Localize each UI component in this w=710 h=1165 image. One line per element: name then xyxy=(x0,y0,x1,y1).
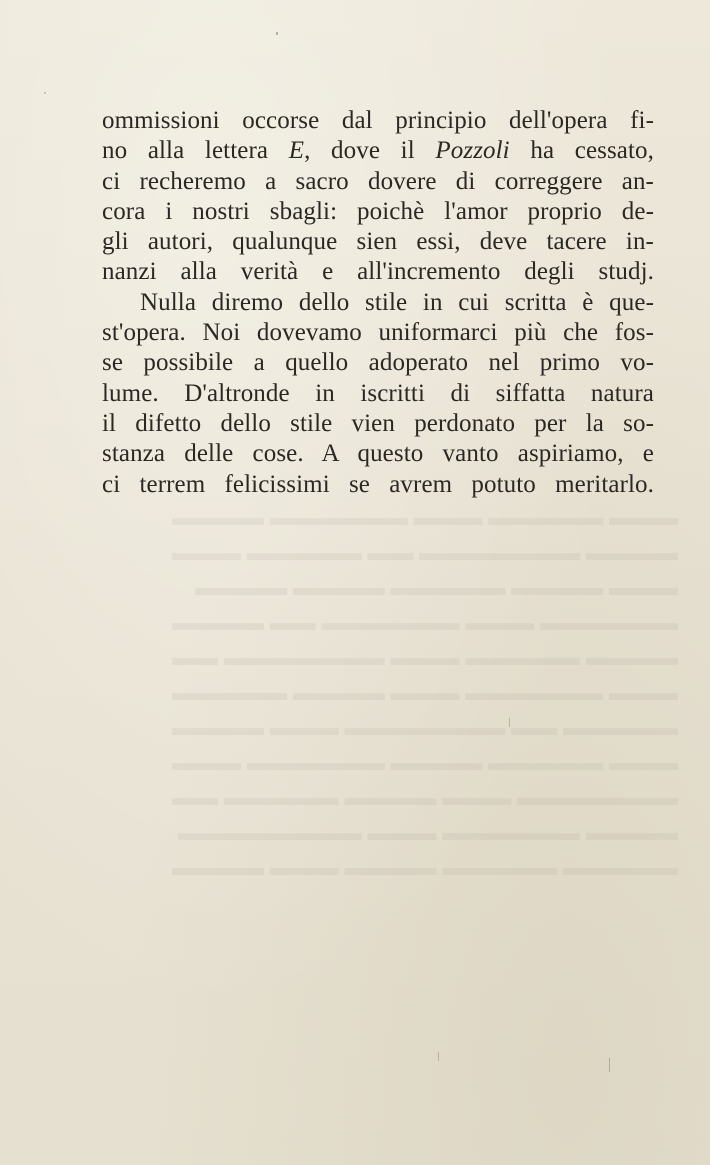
text-line: il difetto dello stile vien perdonato per la so- xyxy=(102,409,654,437)
letter-e: E xyxy=(288,137,305,165)
text-line: cora i nostri sbagli: poichè l'amor proprio de- xyxy=(102,197,654,225)
text-line: se possibile a quello adoperato nel primo vo- xyxy=(102,349,654,377)
paragraph-1 xyxy=(102,106,654,288)
text-line: Nulla diremo dello stile in cui scritta è que- xyxy=(140,288,654,316)
text-line: no alla lettera E, dove il Pozzoli ha cessato, xyxy=(102,137,654,165)
paper-speck xyxy=(276,32,278,35)
text-line: st'opera. Noi dovevamo uniformarci più che fos- xyxy=(102,319,654,347)
text-line: ci terrem felicissimi se avrem potuto meritarlo. xyxy=(102,470,654,498)
author-name-pozzoli: Pozzoli xyxy=(435,137,510,165)
text-line: nanzi alla verità e all'incremento degli studj. xyxy=(102,258,654,286)
text-line: gli autori, qualunque sien essi, deve tacere in- xyxy=(102,228,654,256)
paper-speck xyxy=(609,1058,610,1072)
paper-speck xyxy=(438,1052,439,1061)
paragraph-2 xyxy=(102,288,654,500)
text-line: ci recheremo a sacro dovere di correggere an- xyxy=(102,167,654,195)
text-line: stanza delle cose. A questo vanto aspiriamo, e xyxy=(102,440,654,468)
body-text xyxy=(102,106,654,500)
paper-speck xyxy=(44,92,46,94)
text-line: ommissioni occorse dal principio dell'opera fi- xyxy=(102,107,654,134)
paper-speck xyxy=(509,718,510,727)
text-line: lume. D'altronde in iscritti di siffatta natura xyxy=(102,379,654,407)
show-through-bleed: ▬▬▬ ▬▬▬▬▬ ▬▬▬ ▬▬▬▬▬▬ ▬▬▬▬ ▬▬▬▬ ▬▬▬▬▬▬▬ ▬▬ ▬▬▬▬▬ ▬▬▬ ▬▬▬ ▬▬▬▬ ▬▬▬▬▬ ▬▬▬▬ ▬▬▬▬ ▬▬▬▬▬▬ ▬▬▬ ▬▬▬▬▬▬ ▬▬ ▬▬▬▬ ▬▬▬▬ ▬▬▬▬▬ ▬▬▬ ▬▬▬▬▬▬▬ ▬▬ ▬▬▬ ▬▬▬▬▬▬ ▬▬▬ ▬▬▬▬ ▬▬▬▬▬ ▬▬▬▬▬ ▬▬ ▬▬▬▬▬▬▬ ▬▬▬ ▬▬▬▬ ▬▬▬ ▬▬▬▬▬ ▬▬▬▬ ▬▬▬▬▬▬ ▬▬▬ ▬▬▬▬▬▬▬ ▬▬▬ ▬▬▬▬ ▬▬▬▬▬ ▬▬ ▬▬▬▬ ▬▬▬▬▬▬ ▬▬▬ ▬▬▬▬▬▬▬▬ ▬▬▬▬▬ ▬▬▬▬▬ ▬▬▬▬ ▬▬▬ ▬▬▬▬ xyxy=(172,505,678,880)
